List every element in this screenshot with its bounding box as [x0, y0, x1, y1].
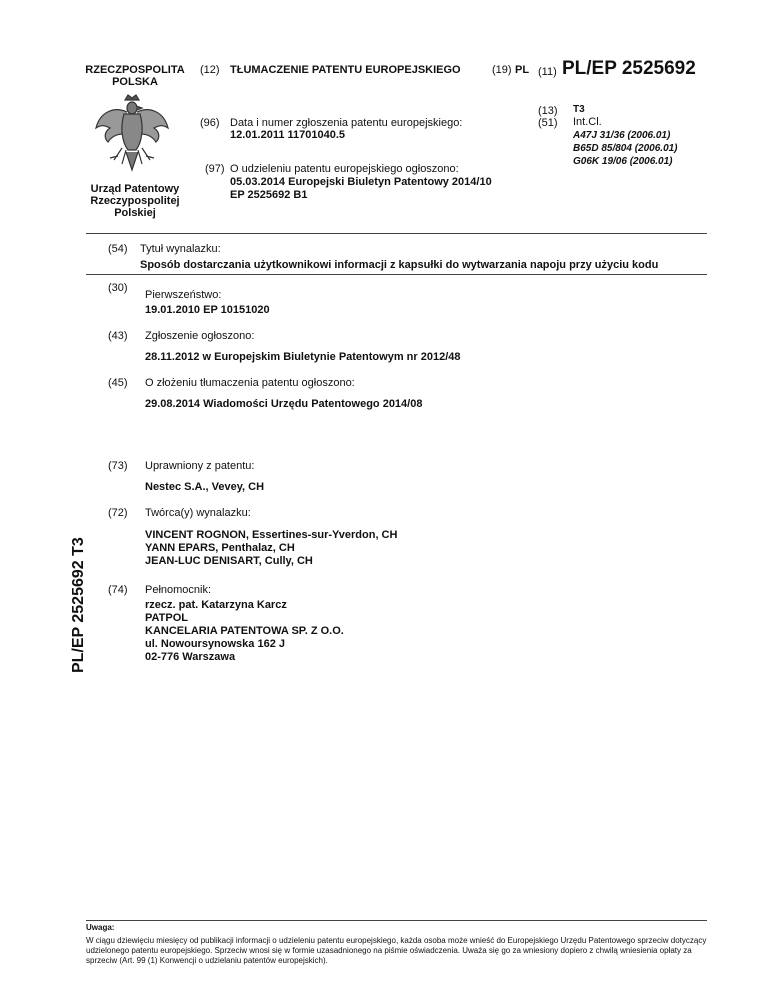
note-text: W ciągu dziewięciu miesięcy od publikacji informacji o udzieleniu patentu europejskiego, każda osoba może wnieść do Europejskiego Urzędu Patentowego sprzeciw dotyczący udzielonego patentu europejskiego. Sprzeciw wnosi się w formie uzasadnionego na piśmie oświadczenia. Uważa się go za wniesiony dopiero z chwilą wniesienia opłaty za sprzeciw (Art. 99 (1) Konwencji o udzielaniu patentów europejskich).: [86, 936, 707, 965]
priority-value: 19.01.2010 EP 10151020: [145, 304, 270, 316]
code-74: (74): [108, 584, 128, 596]
code-97: (97): [205, 163, 225, 175]
code-73: (73): [108, 460, 128, 472]
code-45: (45): [108, 377, 128, 389]
intcl-class-2: B65D 85/804 (2006.01): [573, 143, 678, 154]
document-type-title: TŁUMACZENIE PATENTU EUROPEJSKIEGO: [230, 64, 461, 76]
grant-value-1: 05.03.2014 Europejski Biuletyn Patentowy 2014/10: [230, 176, 492, 188]
code-30: (30): [108, 282, 128, 294]
code-11: (11): [538, 66, 557, 78]
inventors-label: Twórca(y) wynalazku:: [145, 507, 251, 519]
country-name-line1: RZECZPOSPOLITA: [85, 64, 185, 76]
polish-eagle-emblem: [92, 92, 172, 174]
attorney-label: Pełnomocnik:: [145, 584, 212, 596]
header-divider: [86, 233, 707, 234]
invention-title: Sposób dostarczania użytkownikowi informacji z kapsułki do wytwarzania napoju przy użyciu kodu: [140, 259, 659, 271]
title-divider: [86, 274, 707, 275]
attorney-line-1: rzecz. pat. Katarzyna Karcz: [145, 599, 287, 611]
published-value: 28.11.2012 w Europejskim Biuletynie Patentowym nr 2012/48: [145, 351, 461, 363]
code-72: (72): [108, 507, 128, 519]
footer-divider: [86, 920, 707, 921]
code-12: (12): [200, 64, 220, 76]
attorney-line-4: ul. Nowoursynowska 162 J: [145, 638, 285, 650]
inventor-1: VINCENT ROGNON, Essertines-sur-Yverdon, CH: [145, 529, 398, 541]
office-name-line1: Urząd Patentowy: [90, 183, 180, 195]
attorney-line-2: PATPOL: [145, 612, 188, 624]
intcl-class-3: G06K 19/06 (2006.01): [573, 156, 673, 167]
application-label: Data i numer zgłoszenia patentu europejskiego:: [230, 117, 463, 129]
country-name-line2: POLSKA: [112, 76, 158, 88]
kind-code: T3: [573, 104, 585, 115]
note-label: Uwaga:: [86, 923, 115, 932]
code-13: (13): [538, 105, 558, 117]
published-label: Zgłoszenie ogłoszono:: [145, 330, 255, 342]
owner-label: Uprawniony z patentu:: [145, 460, 255, 472]
code-51: (51): [538, 117, 558, 129]
intcl-class-1: A47J 31/36 (2006.01): [573, 130, 671, 141]
office-name-line2: Rzeczypospolitej: [90, 195, 180, 207]
invention-title-label: Tytuł wynalazku:: [140, 243, 221, 255]
inventor-2: YANN EPARS, Penthalaz, CH: [145, 542, 295, 554]
code-96: (96): [200, 117, 220, 129]
side-patent-number: PL/EP 2525692 T3: [70, 537, 87, 673]
code-54: (54): [108, 243, 128, 255]
owner-value: Nestec S.A., Vevey, CH: [145, 481, 265, 493]
grant-label: O udzieleniu patentu europejskiego ogłoszono:: [230, 163, 459, 175]
priority-label: Pierwszeństwo:: [145, 289, 222, 301]
application-value: 12.01.2011 11701040.5: [230, 129, 346, 141]
grant-value-2: EP 2525692 B1: [230, 189, 308, 201]
translation-label: O złożeniu tłumaczenia patentu ogłoszono:: [145, 377, 355, 389]
code-19: (19): [492, 64, 512, 76]
inventor-3: JEAN-LUC DENISART, Cully, CH: [145, 555, 313, 567]
code-43: (43): [108, 330, 128, 342]
attorney-line-5: 02-776 Warszawa: [145, 651, 236, 663]
office-name-line3: Polskiej: [114, 207, 156, 219]
country-code: PL: [515, 64, 530, 76]
translation-value: 29.08.2014 Wiadomości Urzędu Patentowego 2014/08: [145, 398, 423, 410]
intcl-label: Int.Cl.: [573, 116, 602, 128]
patent-number: PL/EP 2525692: [562, 58, 696, 79]
attorney-line-3: KANCELARIA PATENTOWA SP. Z O.O.: [145, 625, 344, 637]
